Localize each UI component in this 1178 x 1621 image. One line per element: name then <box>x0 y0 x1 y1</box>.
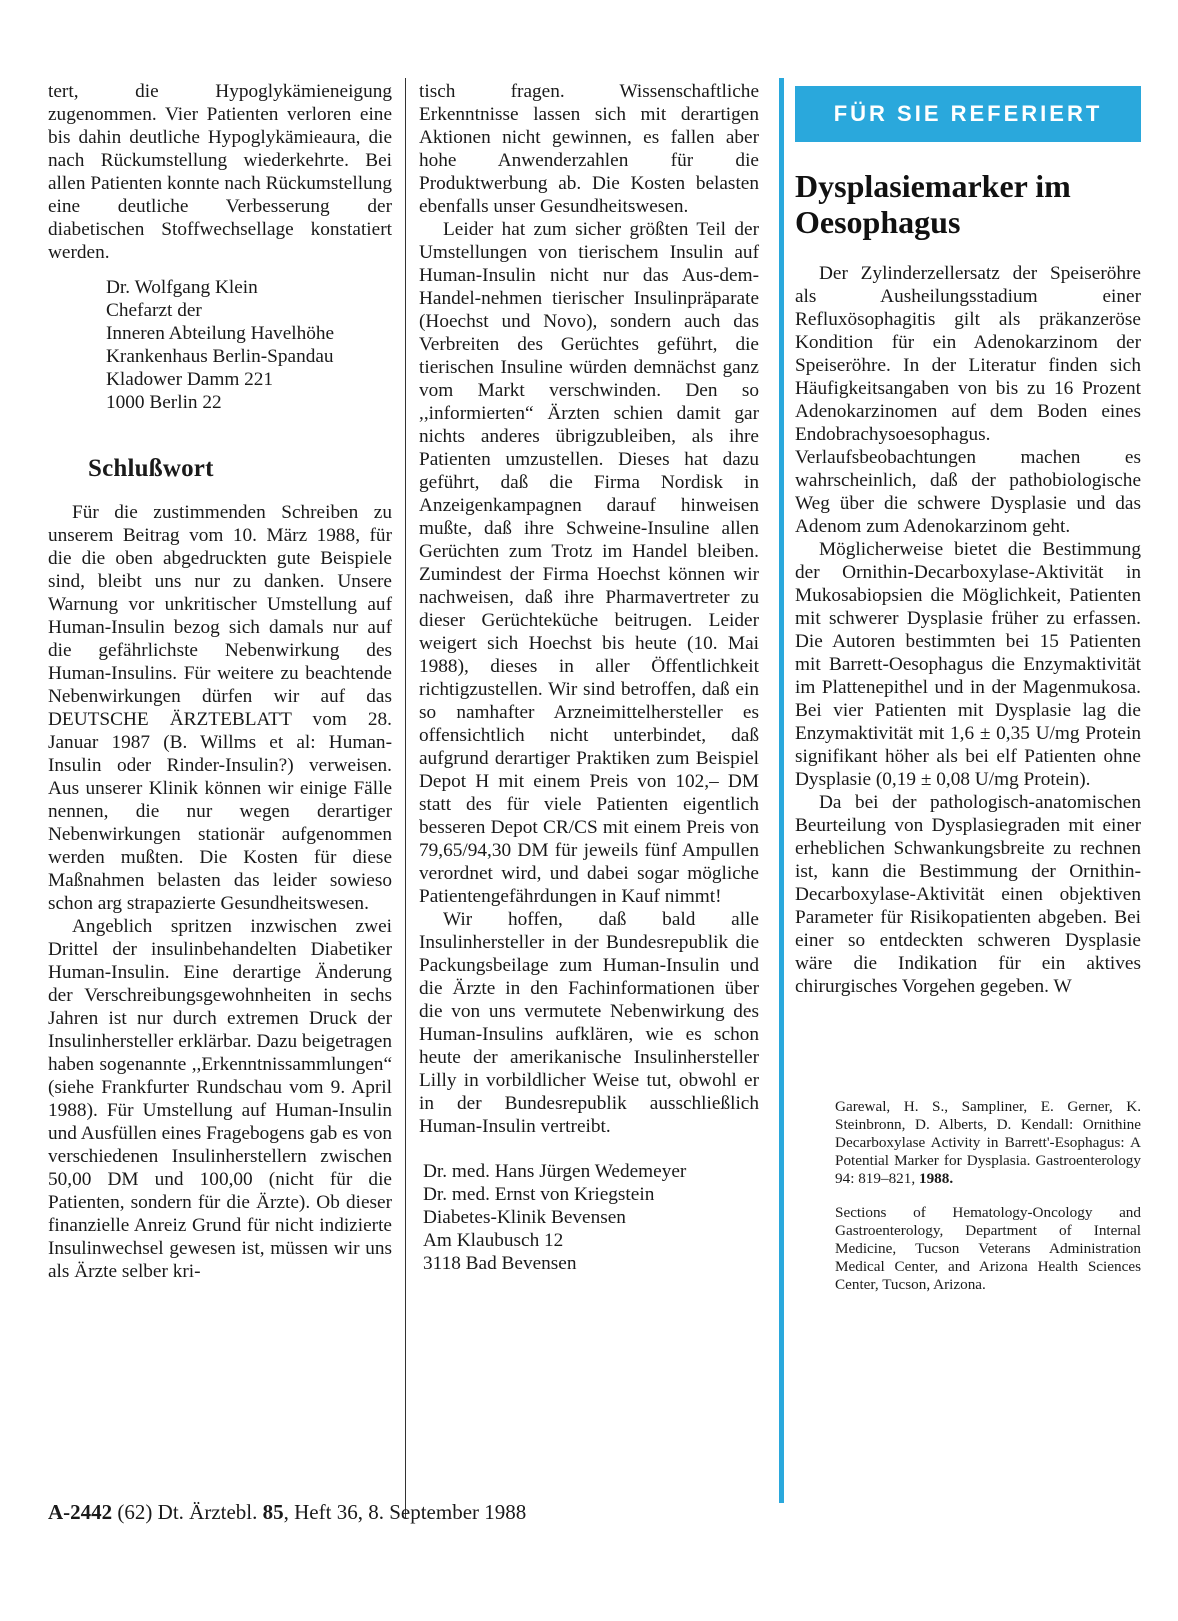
intro-paragraph: tert, die Hypoglykämieneigung zugenommen. Vier Patienten verloren eine bis dahin deutliche Hypoglykämieaura, die nach Rückumstellung wiederkehrte. Bei allen Patienten konnte nach Rückumstellung eine deutliche Verbesserung der diabetischen Stoffwechsellage konstatiert werden. <box>48 81 392 263</box>
article-paragraph-1: Der Zylinderzellersatz der Speiseröhre als Ausheilungsstadium einer Refluxösophagitis gilt als präkanzeröse Kondition für ein Adenokarzinom der Speiseröhre. In der Literatur finden sich Häufigkeitsangaben von bis zu 16 Prozent Adenokarzinomen auf dem Boden eines Endobrachysoesophagus. Verlaufsbeobachtungen machen es wahrscheinlich, daß der pathobiologische Weg über die schwere Dysplasie und das Adenom zum Adenokarzinom geht. <box>795 263 1141 537</box>
citation-year: 1988. <box>918 1170 954 1187</box>
column-rule-accent <box>779 78 784 1503</box>
author-line: 1000 Berlin 22 <box>106 392 222 413</box>
column-middle <box>419 80 759 1275</box>
article-paragraph-3: Da bei der pathologisch-anatomischen Beurteilung von Dysplasiegraden mit einer erheblichen Schwankungsbreite zu rechnen ist, kann die Bestimmung der Ornithin-Decarboxylase-Aktivität einen objektiven Parameter für Risikopatienten abgeben. Bei einer so entdeckten schweren Dysplasie wäre die Indikation für ein aktives chirurgisches Vorgehen gegeben. W <box>795 792 1141 997</box>
author-line: Kladower Damm 221 <box>106 369 274 390</box>
article-title: Dysplasiemarker im Oesophagus <box>795 168 1071 240</box>
author-block-wedemeyer <box>419 1160 759 1275</box>
schlusswort-paragraph-2: Angeblich spritzen inzwischen zwei Drittel der insulinbehandelten Diabetiker Human-Insulin. Eine derartige Änderung der Verschreibungsgewohnheiten in sechs Jahren ist nur durch extremen Druck der Insulinhersteller erklärbar. Dazu beigetragen haben sogenannte ,,Erkenntnissammlungen“ (siehe Frankfurter Rundschau vom 9. April 1988). Für Umstellung auf Human-Insulin und Ausfüllen eines Fragebogens gab es von verschiedenen Insulinherstellern zwischen 50,00 DM und 100,00 (nicht für die Patienten, sondern für die Ärzte). Ob dieser finanzielle Anreiz Grund für nicht indizierte Insulinwechsel gewesen ist, müssen wir uns als Ärzte selber kri- <box>48 916 392 1282</box>
page-footer <box>48 1500 526 1525</box>
footer-volume: 85 <box>262 1500 284 1524</box>
footer-issue-date: , Heft 36, 8. September 1988 <box>283 1500 527 1524</box>
affiliation: Sections of Hematology-Oncology and Gastroenterology, Department of Internal Medicine, Tucson Veterans Administration Medical Center, and Arizona Health Sciences Center, Tucson, Arizona. <box>835 1204 1141 1293</box>
citation-text: Garewal, H. S., Sampliner, E. Gerner, K. Steinbronn, D. Alberts, D. Kendall: Ornithine Decarboxylase Activity in Barrett'-Esophagus: A Potential Marker for Dysplasia. Gastroenterology 94: 819–821, <box>835 1098 1141 1187</box>
footer-journal: (62) Dt. Ärztebl. <box>112 1500 263 1524</box>
page-code: A-2442 <box>48 1500 113 1524</box>
middle-paragraph-1: tisch fragen. Wissenschaftliche Erkenntnisse lassen sich mit derartigen Aktionen nicht gewinnen, es fallen aber hohe Anwenderzahlen für die Produktwerbung ab. Die Kosten belasten ebenfalls unser Gesundheitswesen. <box>419 81 759 217</box>
citation <box>835 1098 1141 1188</box>
column-right <box>795 80 1141 1294</box>
author-line: Diabetes-Klinik Bevensen <box>423 1207 626 1228</box>
schlusswort-paragraph-1: Für die zustimmenden Schreiben zu unserem Beitrag vom 10. März 1988, für die die oben abgedruckten gute Beispiele sind, bleibt uns nur zu danken. Unsere Warnung vor unkritischer Umstellung auf Human-Insulin bezog sich damals nur auf die gefährlichste Nebenwirkung des Human-Insulins. Für weitere zu beachtende Nebenwirkungen dürfen wir auf das DEUTSCHE ÄRZTEBLATT vom 28. Januar 1987 (B. Willms et al: Human-Insulin oder Rinder-Insulin?) verweisen. Aus unserer Klinik können wir einige Fälle nennen, die nur wegen derartiger Nebenwirkungen stationär aufgenommen werden mußten. Die Kosten für diese Maßnahmen belasten das leider sowieso schon arg strapazierte Gesundheitswesen. <box>48 502 392 914</box>
author-line: Dr. Wolfgang Klein <box>106 277 258 298</box>
author-line: Dr. med. Ernst von Kriegstein <box>423 1184 655 1205</box>
author-block-klein <box>48 276 392 414</box>
author-line: Inneren Abteilung Havelhöhe <box>106 323 335 344</box>
middle-paragraph-2: Leider hat zum sicher größten Teil der Umstellungen von tierischem Insulin auf Human-Insulin nicht nur das Aus-dem-Handel-nehmen tierischer Insulinpräparate (Hoechst und Novo), sondern auch das Verbreiten des Gerüchtes geführt, die tierischen Insuline würden demnächst ganz vom Markt verschwinden. Den so ,,informierten“ Ärzten schien damit gar nichts anderes übrigzubleiben, als ihre Patienten umzustellen. Dieses hat dazu geführt, daß die Firma Nordisk in Anzeigenkampagnen darauf hinweisen mußte, daß ihre Schweine-Insuline allen Gerüchten zum Trotz im Handel bleiben. Zumindest der Firma Hoechst können wir nachweisen, daß ihre Pharmavertreter zu dieser Gerüchteküche beitrugen. Leider weigert sich Hoechst bis heute (10. Mai 1988), dieses in aller Öffentlichkeit richtigzustellen. Wir sind betroffen, daß ein so namhafter Arzneimittelhersteller es offensichtlich nicht unterbindet, daß aufgrund derartiger Praktiken zum Beispiel Depot H mit einem Preis von 102,– DM statt des für viele Patienten eigentlich besseren Depot CR/CS mit einem Preis von 79,65/94,30 DM für jeweils fünf Ampullen verordnet wird, und dabei sogar mögliche Patientengefährdungen in Kauf nimmt! <box>419 219 759 907</box>
article-paragraph-2: Möglicherweise bietet die Bestimmung der Ornithin-Decarboxylase-Aktivität in Mukosabiopsien die Möglichkeit, Patienten mit schwerer Dysplasie früher zu erfassen. Die Autoren bestimmten bei 15 Patienten mit Barrett-Oesophagus die Enzymaktivität im Plattenepithel und in der Magenmukosa. Bei vier Patienten mit Dysplasie lag die Enzymaktivität mit 1,6 ± 0,35 U/mg Protein signifikant höher als bei elf Patienten ohne Dysplasie (0,19 ± 0,08 U/mg Protein). <box>795 539 1141 790</box>
column-left <box>48 80 392 1283</box>
section-banner: FÜR SIE REFERIERT <box>795 86 1141 142</box>
author-line: Dr. med. Hans Jürgen Wedemeyer <box>423 1161 687 1182</box>
column-rule-left <box>405 78 406 1518</box>
author-line: Am Klaubusch 12 <box>423 1230 564 1251</box>
author-line: 3118 Bad Bevensen <box>423 1253 577 1274</box>
section-heading-schlusswort: Schlußwort <box>88 455 214 482</box>
author-line: Chefarzt der <box>106 300 202 321</box>
middle-paragraph-3: Wir hoffen, daß bald alle Insulinhersteller in der Bundesrepublik die Packungsbeilage zum Human-Insulin und die Ärzte in den Fachinformationen über die von uns vermutete Nebenwirkung des Human-Insulins aufklären, wie es schon heute der amerikanische Insulinhersteller Lilly in vorbildlicher Weise tut, obwohl er in der Bundesrepublik ausschließlich Human-Insulin vertreibt. <box>419 909 759 1137</box>
author-line: Krankenhaus Berlin-Spandau <box>106 346 334 367</box>
reference-block <box>795 1098 1141 1294</box>
